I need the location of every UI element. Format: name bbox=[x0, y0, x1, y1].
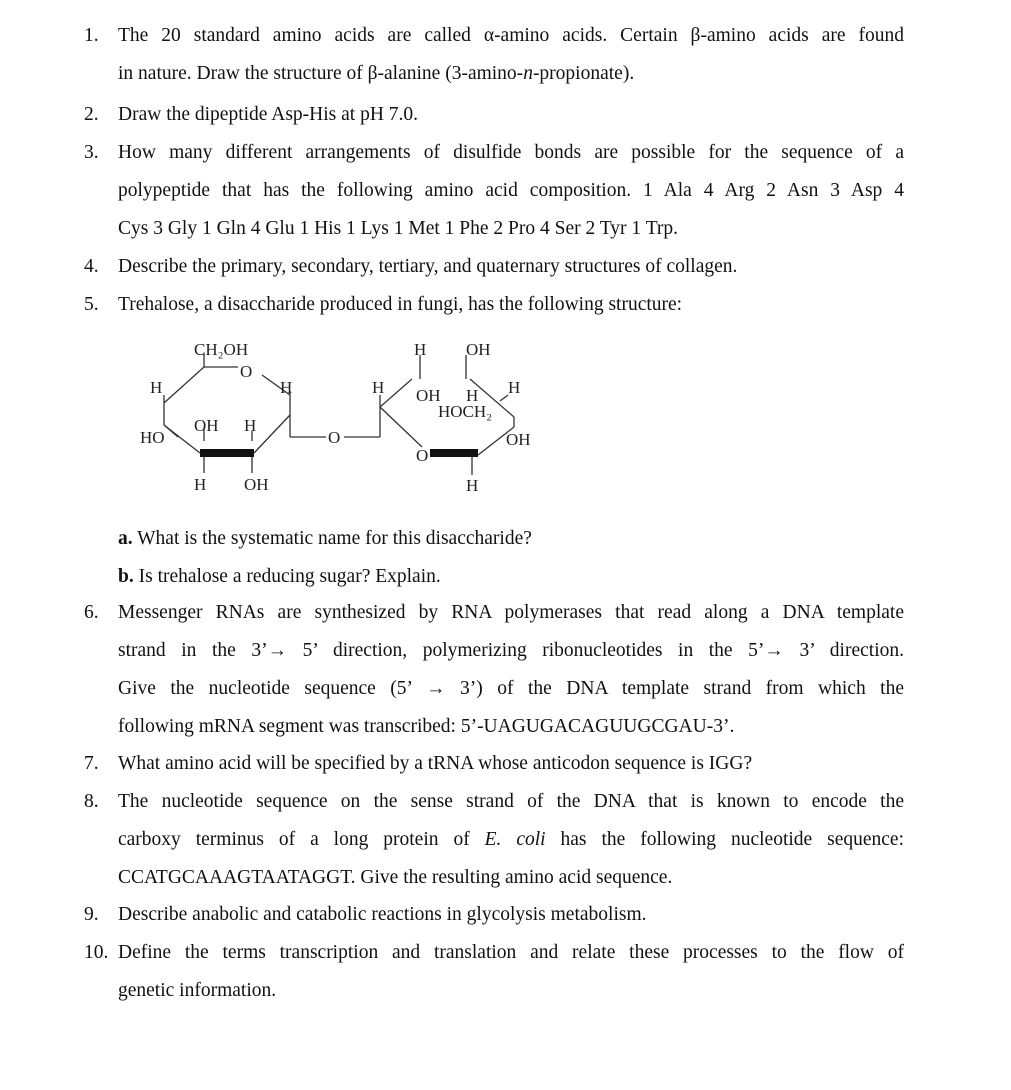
question-text-line: genetic information. bbox=[118, 980, 277, 1001]
question-text-line: polypeptide that has the following amino acid composition. 1 Ala 4 Arg 2 Asn 3 Asp 4 bbox=[118, 180, 904, 201]
question-text-line: The 20 standard amino acids are called α-amino acids. Certain β-amino acids are found bbox=[118, 25, 904, 46]
question-number: 3. bbox=[84, 142, 99, 163]
question-text-line: CCATGCAAAGTAATAGGT. Give the resulting amino acid sequence. bbox=[118, 867, 673, 888]
question-number: 6. bbox=[84, 602, 99, 623]
hydrogen-label: H bbox=[466, 476, 479, 495]
question-text-line: Describe the primary, secondary, tertiary, and quaternary structures of collagen. bbox=[118, 256, 738, 277]
question-text-line: carboxy terminus of a long protein of E. coli has the following nucleotide sequence: bbox=[118, 829, 904, 850]
hydrogen-label: H bbox=[194, 475, 207, 494]
question-text-line: Give the nucleotide sequence (5’ → 3’) of the DNA template strand from which the bbox=[118, 678, 904, 699]
question-number: 9. bbox=[84, 904, 99, 925]
question-text-line: Cys 3 Gly 1 Gln 4 Glu 1 His 1 Lys 1 Met 1 Phe 2 Pro 4 Ser 2 Tyr 1 Trp. bbox=[118, 218, 679, 239]
question-number: 5. bbox=[84, 294, 99, 315]
sub-question-label: b. bbox=[118, 566, 134, 587]
ch2oh-label: CH₂OH bbox=[194, 340, 249, 359]
hydroxyl-label: OH bbox=[506, 430, 531, 449]
question-text-line: in nature. Draw the structure of β-alanine (3-amino-n-propionate). bbox=[118, 63, 635, 84]
question-text-line: Trehalose, a disaccharide produced in fungi, has the following structure: bbox=[118, 294, 683, 315]
question-text-line: following mRNA segment was transcribed: 5’-UAGUGACAGUUGCGAU-3’. bbox=[118, 716, 735, 737]
hoch2-label: HOCH₂ bbox=[438, 402, 493, 421]
sub-question-a bbox=[118, 520, 532, 558]
question-number: 4. bbox=[84, 256, 99, 277]
question-number: 1. bbox=[84, 25, 99, 46]
question-text-line: Define the terms transcription and translation and relate these processes to the flow of bbox=[118, 942, 904, 963]
question-number: 10. bbox=[84, 942, 109, 963]
question-text-line: Describe anabolic and catabolic reactions in glycolysis metabolism. bbox=[118, 904, 647, 925]
hydrogen-label: H bbox=[244, 416, 257, 435]
hydroxyl-label: OH bbox=[244, 475, 269, 494]
question-number: 7. bbox=[84, 753, 99, 774]
hydrogen-label: H bbox=[508, 378, 521, 397]
hydroxyl-label: OH bbox=[194, 416, 219, 435]
hydroxyl-label: HO bbox=[140, 428, 165, 447]
question-text-line: Draw the dipeptide Asp-His at pH 7.0. bbox=[118, 104, 419, 125]
question-text-line: strand in the 3’→ 5’ direction, polymerizing ribonucleotides in the 5’→ 3’ direction. bbox=[118, 640, 904, 661]
sub-question-label: a. bbox=[118, 528, 133, 549]
hydroxyl-label: OH bbox=[466, 340, 491, 359]
question-number: 8. bbox=[84, 791, 99, 812]
hydrogen-label: H bbox=[280, 378, 293, 397]
hydrogen-label: H bbox=[414, 340, 427, 359]
hydroxyl-label: OH bbox=[416, 386, 441, 405]
sub-question-b bbox=[118, 558, 441, 596]
question-number: 2. bbox=[84, 104, 99, 125]
ring-oxygen-label: O bbox=[240, 362, 253, 381]
glycosidic-oxygen-label: O bbox=[328, 428, 341, 447]
ring-oxygen-label: O bbox=[416, 446, 429, 465]
hydrogen-label: H bbox=[372, 378, 385, 397]
hydrogen-label: H bbox=[466, 386, 479, 405]
hydrogen-label: H bbox=[150, 378, 163, 397]
question-text-line: Messenger RNAs are synthesized by RNA polymerases that read along a DNA template bbox=[118, 602, 904, 623]
sub-question-text: Is trehalose a reducing sugar? Explain. bbox=[133, 566, 441, 587]
trehalose-structure bbox=[130, 335, 560, 500]
question-text-line: What amino acid will be specified by a tRNA whose anticodon sequence is IGG? bbox=[118, 753, 753, 774]
sub-question-text: What is the systematic name for this disaccharide? bbox=[132, 528, 532, 549]
question-text-line: How many different arrangements of disulfide bonds are possible for the sequence of a bbox=[118, 142, 904, 163]
question-text-line: The nucleotide sequence on the sense strand of the DNA that is known to encode the bbox=[118, 791, 904, 812]
